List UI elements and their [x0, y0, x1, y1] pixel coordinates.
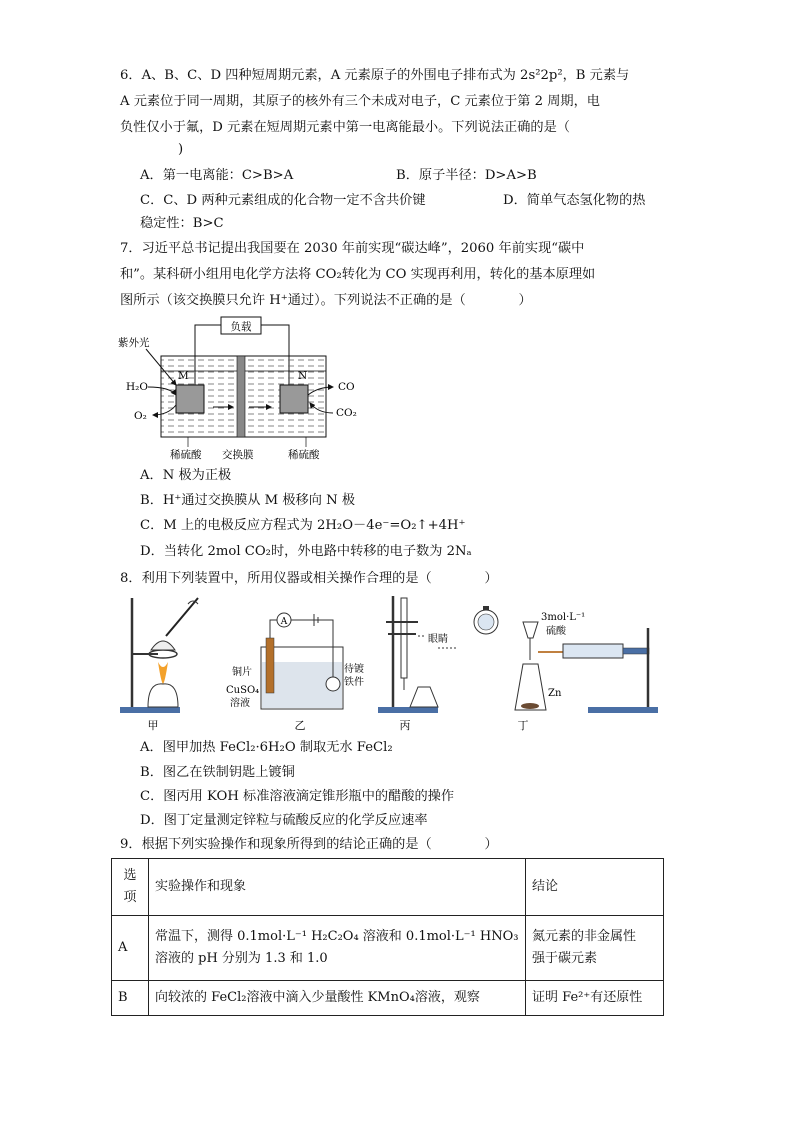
to-plate-label1: 待镀 [344, 664, 364, 675]
row-option: A [112, 916, 149, 981]
uv-label: 紫外光 [118, 337, 150, 349]
exchange-membrane [237, 356, 245, 437]
q8-option-c: C．图丙用 KOH 标准溶液滴定锥形瓶中的醋酸的操作 [140, 789, 455, 804]
table-row [112, 916, 664, 981]
header-conclusion: 结论 [526, 859, 664, 916]
h2o-label: H₂O [126, 381, 148, 393]
table-header-row [112, 859, 664, 916]
electrode-m [176, 385, 204, 413]
row-conclusion: 证明 Fe²⁺有还原性 [526, 981, 664, 1016]
caption-ding: 丁 [517, 719, 529, 732]
electrode-n [280, 385, 308, 413]
m-label: M [178, 370, 189, 382]
co-label: CO [338, 381, 355, 393]
to-plate-label2: 铁件 [344, 677, 364, 688]
q6-stem-line2: A 元素位于同一周期，其原子的核外有三个未成对电子，C 元素位于第 2 周期，电 [120, 94, 600, 109]
q6-option-a: A．第一电离能：C>B>A [140, 168, 294, 183]
zn-label: Zn [548, 688, 562, 699]
q7-option-b: B．H⁺通过交换膜从 M 极移向 N 极 [140, 493, 356, 508]
q6-option-b: B．原子半径：D>A>B [396, 168, 537, 183]
row-operation: 向较浓的 FeCl₂溶液中滴入少量酸性 KMnO₄溶液，观察 [149, 981, 526, 1016]
caption-yi: 乙 [294, 719, 306, 732]
svg-text:A: A [280, 617, 288, 627]
acid-label: 硫酸 [546, 626, 566, 637]
cuso4-label: CuSO₄ [226, 685, 260, 696]
apparatus-bing [378, 596, 438, 713]
q6-stem-line1: 6．A、B、C、D 四种短周期元素，A 元素原子的外围电子排布式为 2s²2p²，B 元素与 [120, 68, 630, 83]
q7-option-c: C．M 上的电极反应方程式为 2H₂O－4e⁻=O₂↑+4H⁺ [140, 518, 466, 533]
solution-label: 溶液 [230, 698, 250, 709]
electrolysis-cell-figure [118, 315, 368, 465]
q7-option-a: A．N 极为正极 [140, 468, 232, 483]
apparatus-yi [261, 613, 343, 709]
header-option: 选项 [112, 859, 149, 916]
row-conclusion-line1: 氮元素的非金属性 [532, 929, 637, 944]
q6-stem-line3: 负性仅小于氟，D 元素在短周期元素中第一电离能最小。下列说法正确的是（ [120, 120, 570, 135]
q6-option-c: C．C、D 两种元素组成的化合物一定不含共价键 [140, 193, 426, 208]
acid-right-label: 稀硫酸 [288, 449, 320, 461]
q6-stem-line4: ) [178, 142, 184, 157]
q8-option-d: D．图丁定量测定锌粒与硫酸反应的化学反应速率 [140, 813, 428, 828]
apparatus-jia [120, 598, 198, 713]
row-operation [149, 916, 526, 981]
q9-table [111, 858, 664, 1016]
q6-option-d: D．简单气态氢化物的热 [503, 193, 646, 208]
q8-option-b: B．图乙在铁制钥匙上镀铜 [140, 765, 295, 780]
copper-label: 铜片 [232, 667, 252, 678]
eye-label: 眼睛 [428, 634, 448, 645]
q6-option-d-cont: 稳定性：B>C [140, 216, 224, 231]
q7-stem-line2: 和”。某科研小组用电化学方法将 CO₂转化为 CO 实现再利用，转化的基本原理如 [120, 267, 596, 282]
q9-stem: 9．根据下列实验操作和现象所得到的结论正确的是（ ） [120, 837, 498, 852]
acid-conc-label: 3mol·L⁻¹ [541, 612, 586, 623]
row-operation-line1: 常温下，测得 0.1mol·L⁻¹ H₂C₂O₄ 溶液和 0.1mol·L⁻¹ HNO₃ [155, 929, 519, 944]
co2-label: CO₂ [336, 407, 357, 419]
row-option: B [112, 981, 149, 1016]
q7-option-d: D．当转化 2mol CO₂时，外电路中转移的电子数为 2Nₐ [140, 544, 472, 559]
row-operation-line2: 溶液的 pH 分别为 1.3 和 1.0 [155, 951, 328, 966]
n-label: N [298, 370, 308, 382]
row-conclusion-line2: 强于碳元素 [532, 951, 598, 966]
q7-stem-line3: 图所示（该交换膜只允许 H⁺通过）。下列说法不正确的是（ ） [120, 293, 532, 308]
caption-bing: 丙 [399, 719, 411, 732]
header-operation: 实验操作和现象 [149, 859, 526, 916]
q8-option-a: A．图甲加热 FeCl₂·6H₂O 制取无水 FeCl₂ [140, 740, 393, 755]
apparatus-figure [118, 592, 663, 732]
o2-label: O₂ [134, 410, 147, 422]
membrane-label: 交换膜 [222, 449, 254, 461]
acid-left-label: 稀硫酸 [170, 449, 202, 461]
load-label: 负载 [230, 321, 252, 333]
q7-stem-line1: 7．习近平总书记提出我国要在 2030 年前实现“碳达峰”，2060 年前实现“碳中 [120, 241, 585, 256]
q8-stem: 8．利用下列装置中，所用仪器或相关操作合理的是（ ） [120, 571, 498, 586]
caption-jia: 甲 [147, 719, 159, 732]
table-row [112, 981, 664, 1016]
row-conclusion [526, 916, 664, 981]
